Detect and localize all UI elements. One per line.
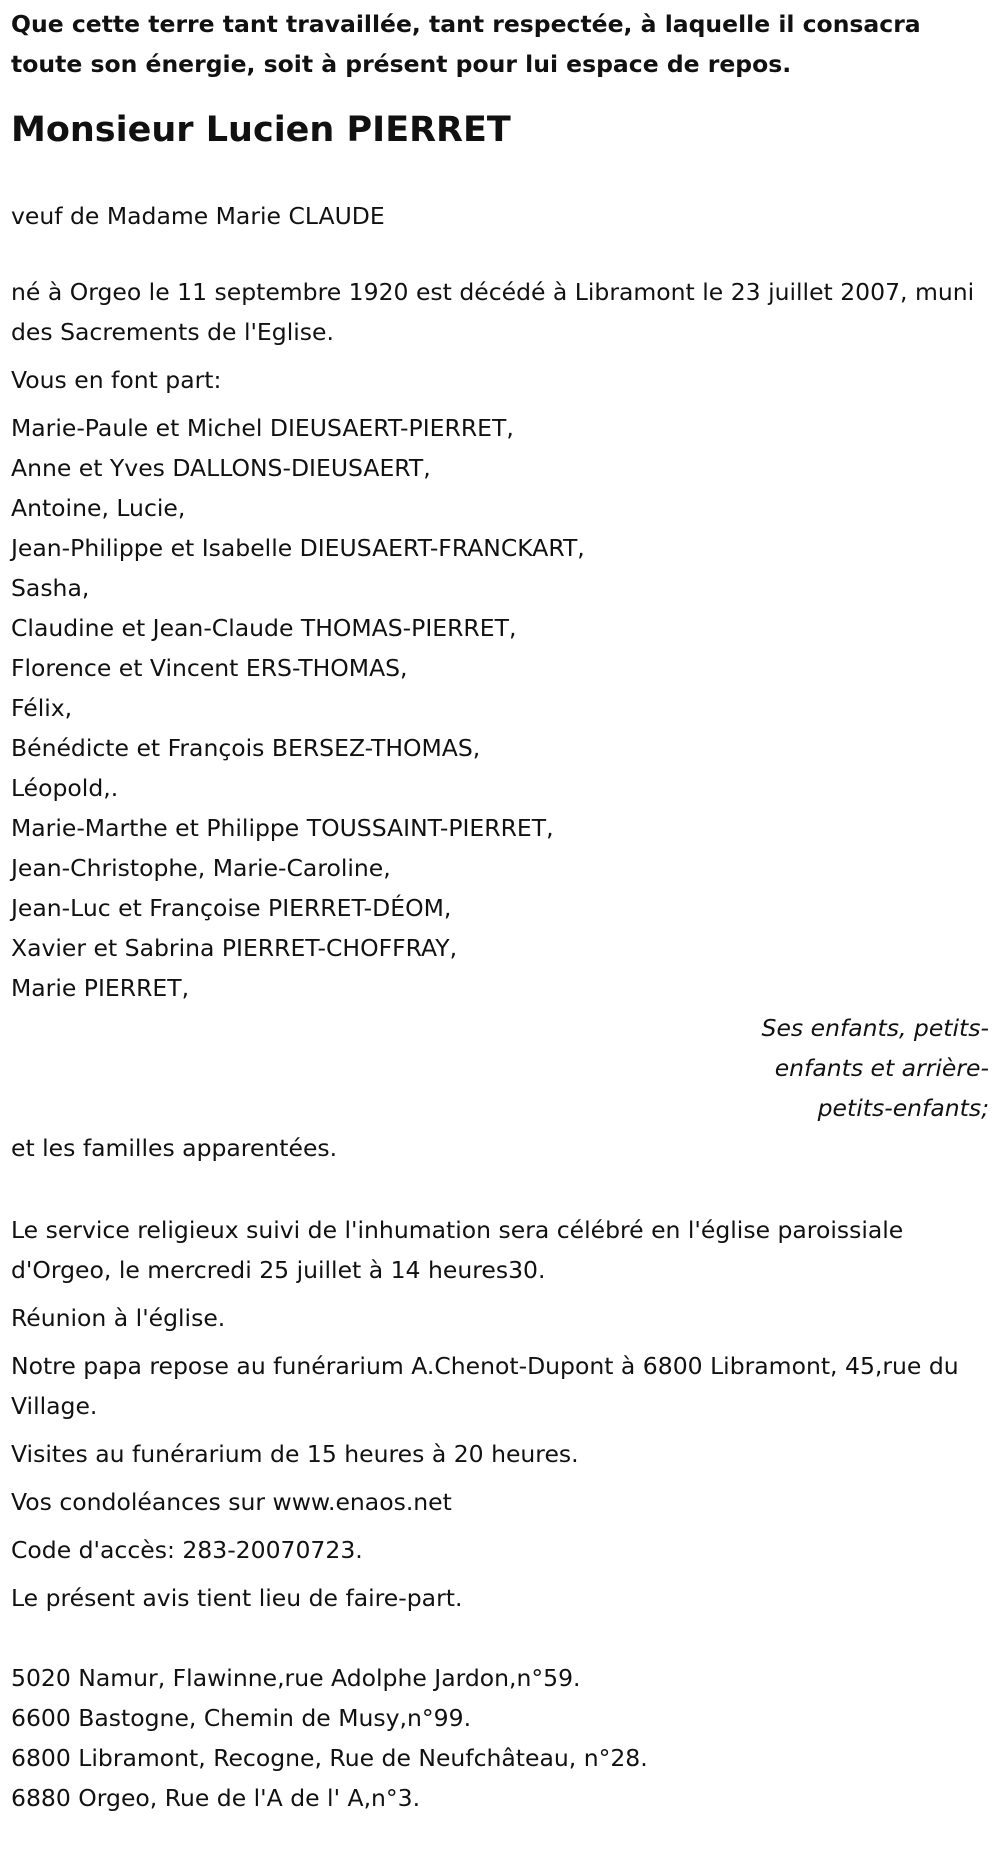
family-member-line: Marie-Marthe et Philippe TOUSSAINT-PIERRET, bbox=[11, 814, 554, 842]
visits-line: Visites au funérarium de 15 heures à 20 heures. bbox=[11, 1440, 579, 1468]
address-list bbox=[11, 1658, 989, 1818]
family-member-line: Xavier et Sabrina PIERRET-CHOFFRAY, bbox=[11, 934, 458, 962]
address-line: 6880 Orgeo, Rue de l'A de l' A,n°3. bbox=[11, 1784, 421, 1812]
address-line: 6800 Libramont, Recogne, Rue de Neufchâteau, n°28. bbox=[11, 1744, 648, 1772]
family-member-line: Marie PIERRET, bbox=[11, 974, 190, 1002]
notice-line: Le présent avis tient lieu de faire-part. bbox=[11, 1584, 463, 1612]
family-member-line: Jean-Philippe et Isabelle DIEUSAERT-FRANCKART, bbox=[11, 534, 585, 562]
family-member-line: Marie-Paule et Michel DIEUSAERT-PIERRET, bbox=[11, 414, 514, 442]
signature-line: Ses enfants, petits- bbox=[761, 1014, 989, 1042]
family-member-line: Jean-Luc et Françoise PIERRET-DÉOM, bbox=[11, 894, 452, 922]
meeting-line: Réunion à l'église. bbox=[11, 1304, 226, 1332]
family-member-line: Léopold,. bbox=[11, 774, 119, 802]
family-member-line: Jean-Christophe, Marie-Caroline, bbox=[11, 854, 391, 882]
condolences-line: Vos condoléances sur www.enaos.net bbox=[11, 1488, 452, 1516]
birth-death-paragraph: né à Orgeo le 11 septembre 1920 est décédé à Libramont le 23 juillet 2007, muni des Sacrements de l'Eglise. bbox=[11, 278, 975, 346]
family-member-line: Sasha, bbox=[11, 574, 90, 602]
related-families-line: et les familles apparentées. bbox=[11, 1134, 338, 1162]
family-member-line: Claudine et Jean-Claude THOMAS-PIERRET, bbox=[11, 614, 517, 642]
family-list bbox=[11, 408, 989, 1008]
announcement-line: Vous en font part: bbox=[11, 366, 222, 394]
signature-line: petits-enfants; bbox=[817, 1094, 989, 1122]
family-member-line: Félix, bbox=[11, 694, 73, 722]
family-member-line: Antoine, Lucie, bbox=[11, 494, 186, 522]
family-member-line: Florence et Vincent ERS-THOMAS, bbox=[11, 654, 408, 682]
service-paragraph: Le service religieux suivi de l'inhumation sera célébré en l'église paroissiale d'Orgeo, le mercredi 25 juillet à 14 heures30. bbox=[11, 1216, 904, 1284]
address-line: 6600 Bastogne, Chemin de Musy,n°99. bbox=[11, 1704, 472, 1732]
address-line: 5020 Namur, Flawinne,rue Adolphe Jardon,n°59. bbox=[11, 1664, 581, 1692]
epigraph: Que cette terre tant travaillée, tant respectée, à laquelle il consacra toute son énergie, soit à présent pour lui espace de repos. bbox=[11, 10, 921, 78]
deceased-name-title: Monsieur Lucien PIERRET bbox=[11, 110, 511, 150]
family-signature bbox=[11, 1008, 989, 1128]
funerarium-paragraph: Notre papa repose au funérarium A.Chenot-Dupont à 6800 Libramont, 45,rue du Village. bbox=[11, 1352, 959, 1420]
family-member-line: Anne et Yves DALLONS-DIEUSAERT, bbox=[11, 454, 431, 482]
obituary-page bbox=[0, 4, 1000, 1852]
family-member-line: Bénédicte et François BERSEZ-THOMAS, bbox=[11, 734, 481, 762]
access-code-line: Code d'accès: 283-20070723. bbox=[11, 1536, 363, 1564]
widow-line: veuf de Madame Marie CLAUDE bbox=[11, 202, 385, 230]
signature-line: enfants et arrière- bbox=[774, 1054, 989, 1082]
